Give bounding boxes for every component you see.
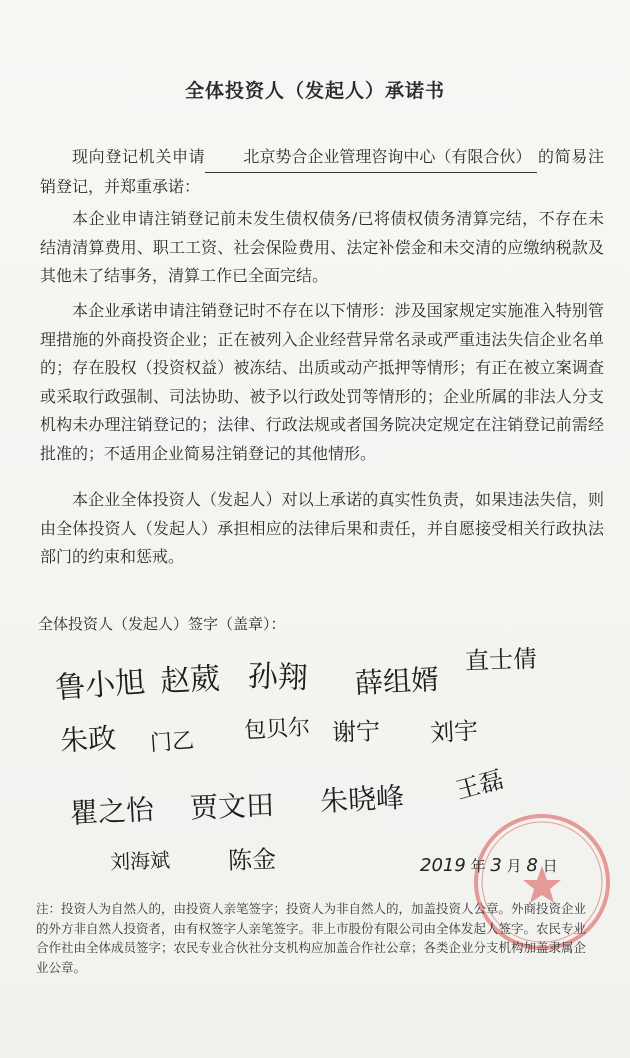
signature-16: 陈金 bbox=[227, 845, 277, 875]
document-title: 全体投资人（发起人）承诺书 bbox=[184, 80, 445, 102]
signature-7: 门乙 bbox=[149, 728, 195, 757]
signing-date bbox=[420, 855, 558, 876]
date-year-char: 年 bbox=[470, 857, 486, 875]
intro-paragraph bbox=[40, 143, 604, 201]
company-name-field: 北京势合企业管理咨询中心（有限合伙） bbox=[205, 143, 537, 173]
signature-3: 孙翔 bbox=[247, 658, 309, 697]
signature-1: 鲁小旭 bbox=[54, 664, 147, 707]
signature-6: 朱政 bbox=[59, 721, 117, 758]
signature-14: 王磊 bbox=[452, 765, 507, 805]
signature-15: 刘海斌 bbox=[109, 847, 171, 875]
signature-4: 薛组婿 bbox=[354, 662, 440, 701]
intro-prefix: 现向登记机关申请 bbox=[72, 147, 206, 166]
signature-5: 直士倩 bbox=[464, 644, 538, 676]
commitment-paragraph-2: 本企业承诺申请注销登记时不存在以下情形：涉及国家规定实施准入特别管理措施的外商投资企业；正在被列入企业经营异常名录或严重违法失信企业名单的；存在股权（投资权益）被冻结、出质或动产抵押等情形；有正在被立案调查或采取行政强制、司法协助、被予以行政处罚等情形的；企业所属的非法人分支机构未办理注销登记的；法律、行政法规或者国务院决定规定在注销登记前需经批准的；不适用企业简易注销登记的其他情形。 bbox=[40, 301, 604, 463]
signature-8: 包贝尔 bbox=[243, 715, 311, 744]
intro-suffix: 的简易注销登记，并郑重承诺： bbox=[40, 147, 604, 196]
signature-12: 贾文田 bbox=[189, 788, 275, 825]
signature-13: 朱晓峰 bbox=[319, 780, 405, 819]
commitment-paragraph-3: 本企业全体投资人（发起人）对以上承诺的真实性负责，如果违法失信，则由全体投资人（发起人）承担相应的法律后果和责任，并自愿接受相关行政执法部门的约束和惩戒。 bbox=[40, 490, 604, 566]
signature-9: 谢宁 bbox=[331, 717, 381, 747]
date-month-char: 月 bbox=[506, 857, 522, 875]
signature-label: 全体投资人（发起人）签字（盖章）： bbox=[38, 615, 286, 633]
signature-2: 赵葳 bbox=[159, 661, 222, 700]
footnote: 注：投资人为自然人的，由投资人亲笔签字；投资人为非自然人的，加盖投资人公章。外商投资企业的外方非自然人投资者，由有权签字人亲笔签字。非上市股份有限公司由全体发起人签字。农民专业合作社由全体成员签字；农民专业合伙社分支机构应加盖合作社公章；各类企业分支机构加盖隶属企业公章。 bbox=[36, 901, 587, 975]
date-month: 3 bbox=[490, 855, 502, 876]
date-day: 8 bbox=[526, 855, 538, 876]
date-year: 2019 bbox=[420, 855, 466, 876]
date-day-char: 日 bbox=[542, 857, 558, 875]
commitment-paragraph-1: 本企业申请注销登记前未发生债权债务/已将债权债务清算完结，不存在未结清清算费用、职工工资、社会保险费用、法定补偿金和未交清的应缴纳税款及其他未了结事务，清算工作已全面完结。 bbox=[40, 209, 604, 285]
signature-11: 瞿之怡 bbox=[69, 792, 155, 831]
signature-10: 刘宇 bbox=[429, 716, 479, 748]
